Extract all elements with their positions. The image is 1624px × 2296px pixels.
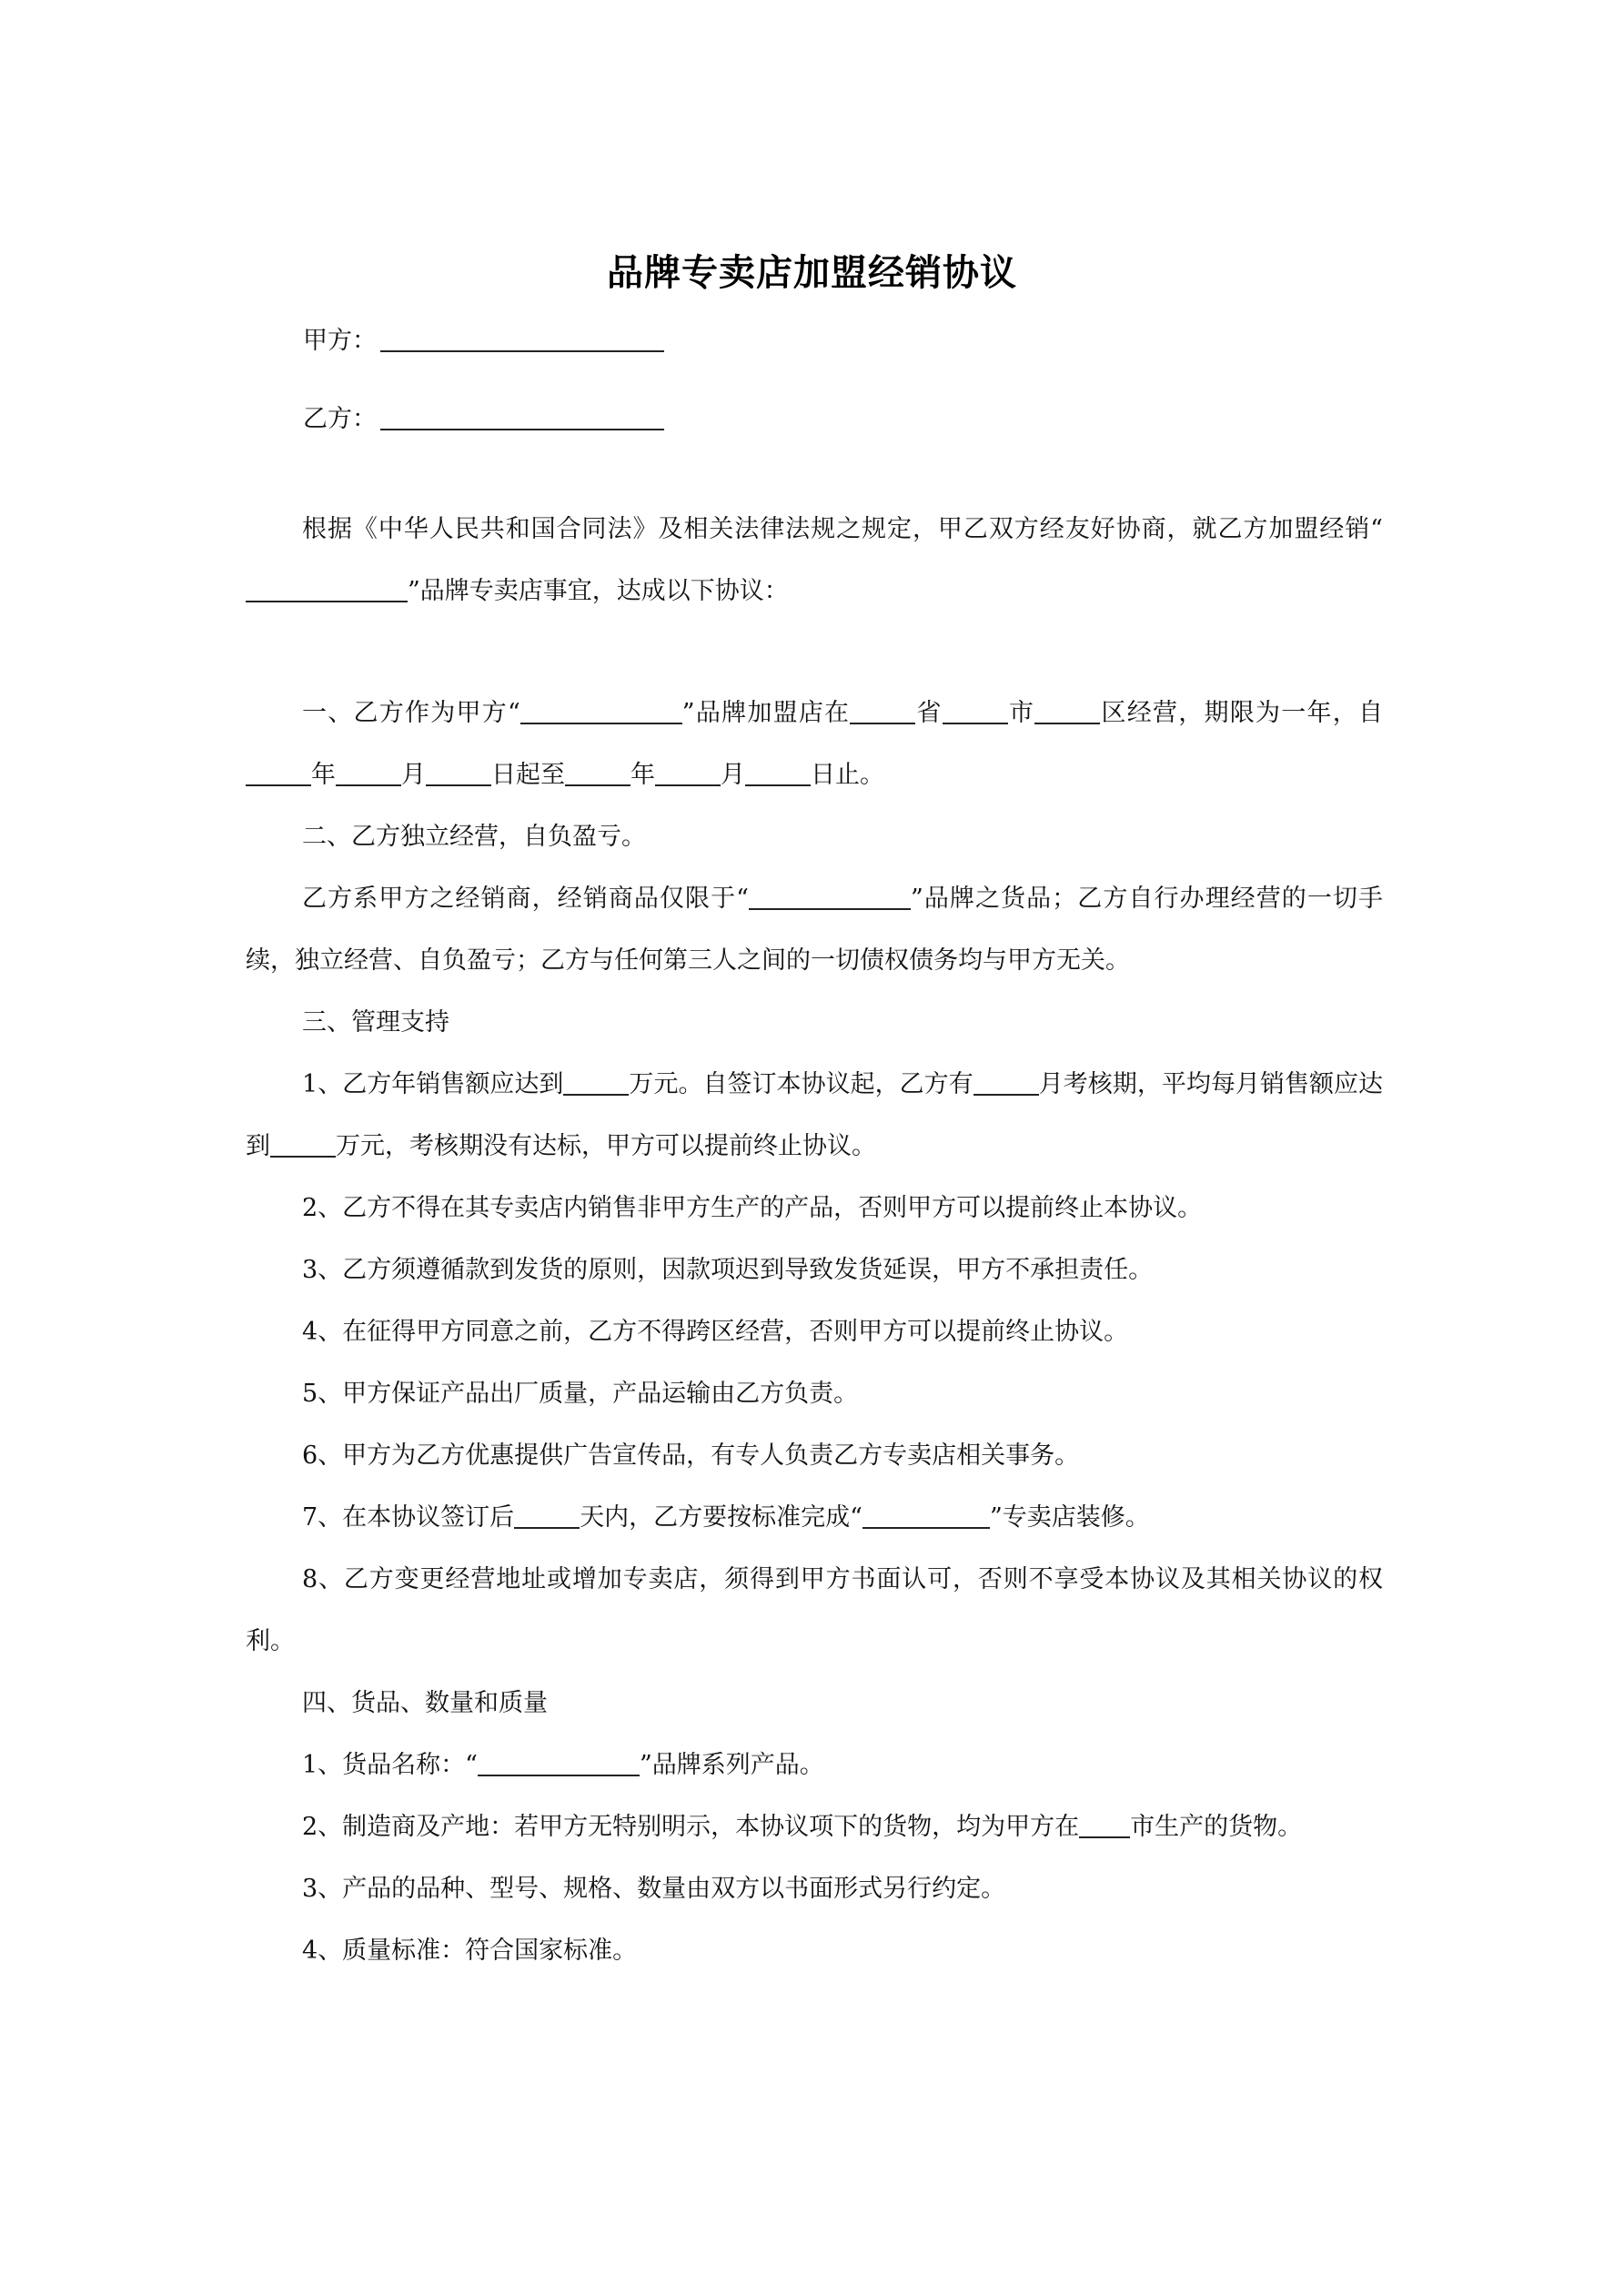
- fill-in-blank[interactable]: [943, 699, 1008, 724]
- paragraph: [246, 1549, 1383, 1673]
- paragraph-text: ”品牌之货品；乙方自行办理经营的一切手续，独立经营、自负盈亏；乙方与任何第三人之间的一切债权债务均与甲方无关。: [246, 885, 1383, 975]
- paragraph-text: 年: [311, 761, 336, 789]
- fill-in-blank[interactable]: [749, 885, 911, 910]
- paragraph-text: 万元，考核期没有达标，甲方可以提前终止协议。: [336, 1132, 876, 1160]
- paragraph-text: 2、乙方不得在其专卖店内销售非甲方生产的产品，否则甲方可以提前终止本协议。: [302, 1194, 1203, 1222]
- paragraph-text: 月: [401, 761, 426, 789]
- paragraph-text: 4、在征得甲方同意之前，乙方不得跨区经营，否则甲方可以提前终止协议。: [302, 1318, 1129, 1346]
- paragraph-text: 1、货品名称：“: [302, 1751, 478, 1779]
- paragraph-text: ”专卖店装修。: [990, 1503, 1150, 1532]
- paragraph-text: 年: [630, 761, 655, 789]
- paragraph-text: 天内，乙方要按标准完成“: [580, 1503, 862, 1532]
- paragraph-text: 日起至: [491, 761, 565, 789]
- document-title: 品牌专卖店加盟经销协议: [607, 252, 1017, 294]
- paragraph-text: 区经营，期限为一年，自: [1100, 699, 1384, 727]
- paragraph-text: 月: [721, 761, 745, 789]
- fill-in-blank[interactable]: [246, 577, 408, 602]
- paragraph-text: 市生产的货物。: [1130, 1813, 1303, 1841]
- fill-in-blank[interactable]: [745, 761, 811, 786]
- fill-in-blank[interactable]: [336, 761, 401, 786]
- paragraph-text: 日止。: [811, 761, 884, 789]
- paragraph: [246, 683, 1383, 806]
- party-b-line: [303, 399, 664, 434]
- paragraph-text: 月考核期，平均每月销售额应达到: [246, 1070, 1384, 1160]
- paragraph: [246, 1301, 1383, 1363]
- paragraph-text: 万元。自签订本协议起，乙方有: [629, 1070, 973, 1098]
- paragraph: [246, 1920, 1383, 1982]
- fill-in-blank[interactable]: [1079, 1813, 1130, 1838]
- paragraph: [246, 1054, 1383, 1178]
- paragraph-text: 三、管理支持: [302, 1008, 449, 1037]
- paragraph-text: 乙方系甲方之经销商，经销商品仅限于“: [302, 885, 749, 913]
- paragraph-text: 二、乙方独立经营，自负盈亏。: [302, 823, 646, 851]
- paragraph: [246, 499, 1383, 622]
- paragraph-text: 1、乙方年销售额应达到: [302, 1070, 564, 1098]
- paragraph: [246, 1239, 1383, 1301]
- fill-in-blank[interactable]: [973, 1070, 1039, 1096]
- fill-in-blank[interactable]: [1034, 699, 1100, 724]
- paragraph-text: 7、在本协议签订后: [302, 1503, 515, 1532]
- paragraph-text: ”品牌系列产品。: [639, 1751, 824, 1779]
- paragraph: [246, 1858, 1383, 1920]
- paragraph: [246, 868, 1383, 992]
- party-a-blank[interactable]: [380, 327, 664, 352]
- paragraph: [246, 1487, 1383, 1549]
- paragraph-text: 市: [1007, 699, 1035, 727]
- paragraph: [246, 1673, 1383, 1735]
- paragraph-text: 4、质量标准：符合国家标准。: [302, 1937, 638, 1965]
- paragraph-text: 根据《中华人民共和国合同法》及相关法律法规之规定，甲乙双方经友好协商，就乙方加盟经销“: [302, 515, 1383, 543]
- paragraph-text: 3、乙方须遵循款到发货的原则，因款项迟到导致发货延误，甲方不承担责任。: [302, 1256, 1154, 1284]
- party-a-label: 甲方：: [303, 327, 377, 355]
- fill-in-blank[interactable]: [478, 1751, 640, 1776]
- document-body: [246, 499, 1383, 1982]
- fill-in-blank[interactable]: [563, 1070, 629, 1096]
- party-a-line: [303, 320, 664, 356]
- fill-in-blank[interactable]: [520, 699, 682, 724]
- fill-in-blank[interactable]: [850, 699, 915, 724]
- paragraph-text: 5、甲方保证产品出厂质量，产品运输由乙方负责。: [302, 1380, 859, 1408]
- party-b-blank[interactable]: [380, 405, 664, 430]
- paragraph-text: ”品牌专卖店事宜，达成以下协议：: [408, 577, 789, 605]
- fill-in-blank[interactable]: [426, 761, 491, 786]
- paragraph-text: 6、甲方为乙方优惠提供广告宣传品，有专人负责乙方专卖店相关事务。: [302, 1441, 1080, 1470]
- fill-in-blank[interactable]: [514, 1503, 580, 1529]
- paragraph: [246, 1178, 1383, 1239]
- fill-in-blank[interactable]: [565, 761, 630, 786]
- paragraph-text: 8、乙方变更经营地址或增加专卖店，须得到甲方书面认可，否则不享受本协议及其相关协议的权利。: [246, 1565, 1383, 1655]
- paragraph: [246, 1363, 1383, 1425]
- fill-in-blank[interactable]: [655, 761, 721, 786]
- paragraph: [246, 806, 1383, 868]
- paragraph-text: 一、乙方作为甲方“: [302, 699, 520, 727]
- paragraph-text: ”品牌加盟店在: [681, 699, 851, 727]
- paragraph: [246, 1796, 1383, 1858]
- paragraph-text: 省: [915, 699, 943, 727]
- fill-in-blank[interactable]: [246, 761, 311, 786]
- paragraph-text: 四、货品、数量和质量: [302, 1689, 548, 1717]
- fill-in-blank[interactable]: [270, 1132, 336, 1158]
- paragraph-text: 3、产品的品种、型号、规格、数量由双方以书面形式另行约定。: [302, 1875, 1006, 1903]
- paragraph: [246, 1425, 1383, 1487]
- paragraph: [246, 1735, 1383, 1796]
- fill-in-blank[interactable]: [862, 1503, 990, 1529]
- party-b-label: 乙方：: [303, 405, 377, 433]
- paragraph-text: 2、制造商及产地：若甲方无特别明示，本协议项下的货物，均为甲方在: [302, 1813, 1080, 1841]
- paragraph: [246, 992, 1383, 1054]
